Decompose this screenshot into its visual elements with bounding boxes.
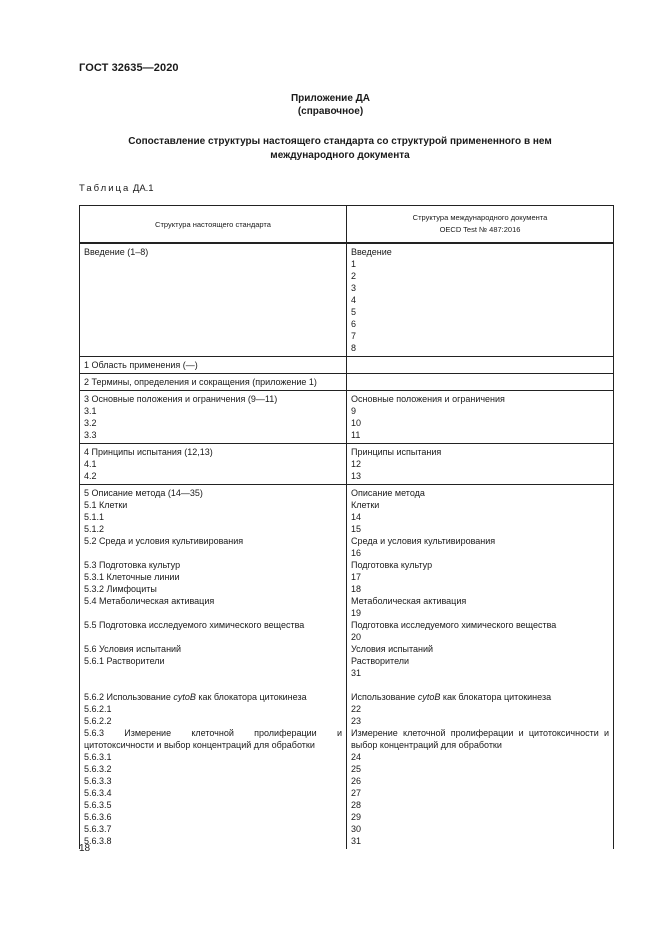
cell-line: 5.6.3.8 — [84, 836, 112, 846]
column-header-international-line-2: OECD Test № 487:2016 — [439, 225, 521, 234]
column-header-international-line-1: Структура международного документа — [412, 213, 548, 222]
cell-line — [84, 667, 342, 679]
cell-line: 16 — [351, 548, 362, 558]
cell-line: 5.3 Подготовка культур — [84, 560, 181, 570]
cell-international-structure — [347, 243, 614, 357]
page-number: 18 — [79, 843, 91, 854]
cell-line: 11 — [351, 430, 361, 440]
page-title-line-1: Сопоставление структуры настоящего стандарта со структурой примененного в нем — [128, 136, 552, 147]
cell-standard-structure — [80, 243, 347, 357]
cell-line: 3.3 — [84, 430, 97, 440]
cell-line: 5.6.3.5 — [84, 800, 112, 810]
cell-line — [84, 607, 342, 619]
cell-line: 31 — [351, 668, 362, 678]
cell-line: 2 — [351, 271, 357, 281]
cell-line: 5.6.3.7 — [84, 824, 112, 834]
cell-line: 3.2 — [84, 418, 97, 428]
cell-line: 5.6.3.6 — [84, 812, 112, 822]
table-row — [80, 485, 614, 850]
cell-line: 5.1.1 — [84, 512, 105, 522]
table-caption — [79, 183, 154, 194]
comparison-table — [79, 205, 614, 849]
cell-international-structure — [347, 357, 614, 374]
annex-heading — [0, 92, 661, 118]
table-caption-number: ДА.1 — [132, 183, 154, 194]
cell-line — [84, 547, 342, 559]
cell-line: 5.6.1 Растворители — [84, 656, 165, 666]
cell-standard-structure — [80, 357, 347, 374]
cell-standard-structure — [80, 374, 347, 391]
cell-line: 4.2 — [84, 471, 97, 481]
table-header-row — [80, 206, 614, 244]
annex-note: (справочное) — [297, 106, 364, 117]
cell-line: 6 — [351, 319, 357, 329]
table-row — [80, 444, 614, 485]
cell-line: Принципы испытания — [351, 447, 442, 457]
cell-international-structure — [347, 391, 614, 444]
column-header-standard: Структура настоящего стандарта — [80, 206, 347, 244]
cell-line: 26 — [351, 776, 362, 786]
cell-line — [84, 631, 342, 643]
cell-line: 13 — [351, 471, 362, 481]
cell-line: Метаболическая активация — [351, 596, 467, 606]
cell-line: 5.6.3.4 — [84, 788, 112, 798]
cell-line: 3 — [351, 283, 357, 293]
cell-line: 10 — [351, 418, 362, 428]
cell-line: 14 — [351, 512, 362, 522]
cell-line: 30 — [351, 824, 362, 834]
cell-line: 24 — [351, 752, 362, 762]
cell-line: Использование cytoB как блокатора цитокинеза — [351, 692, 552, 702]
cell-international-structure — [347, 444, 614, 485]
cell-line: 12 — [351, 459, 362, 469]
cell-line: 15 — [351, 524, 362, 534]
document-code: ГОСТ 32635—2020 — [79, 62, 179, 74]
cell-standard-structure — [80, 391, 347, 444]
cell-line: 4.1 — [84, 459, 97, 469]
cell-line: 5.6.2.2 — [84, 716, 112, 726]
cell-line: Растворители — [351, 656, 410, 666]
cell-line: 18 — [351, 584, 362, 594]
cell-line: Основные положения и ограничения — [351, 394, 505, 404]
cell-line: 5 — [351, 307, 357, 317]
cell-line: Введение — [351, 247, 392, 257]
cell-line: 5.5 Подготовка исследуемого химического вещества — [84, 620, 305, 630]
cell-line: Среда и условия культивирования — [351, 536, 496, 546]
cell-line: 4 Принципы испытания (12,13) — [84, 447, 213, 457]
cell-line: 17 — [351, 572, 362, 582]
table-caption-word: Таблица — [79, 183, 131, 194]
cell-line — [84, 679, 342, 691]
cell-line: 5.3.2 Лимфоциты — [84, 584, 157, 594]
cell-line: 28 — [351, 800, 362, 810]
cell-line: 3 Основные положения и ограничения (9—11) — [84, 394, 278, 404]
cell-line: 4 — [351, 295, 357, 305]
cell-line: 5.6.3.2 — [84, 764, 112, 774]
cell-line: 2 Термины, определения и сокращения (приложение 1) — [84, 377, 317, 387]
cell-line: Введение (1–8) — [84, 247, 149, 257]
cell-line: 20 — [351, 632, 362, 642]
cell-line: Условия испытаний — [351, 644, 434, 654]
table-row — [80, 374, 614, 391]
cell-standard-structure — [80, 444, 347, 485]
cell-line — [351, 679, 609, 691]
annex-title: Приложение ДА — [290, 93, 371, 104]
cell-line: 5 Описание метода (14—35) — [84, 488, 203, 498]
cell-line: 5.6.2 Использование cytoB как блокатора цитокинеза — [84, 692, 307, 702]
cell-standard-structure — [80, 485, 347, 850]
cell-international-structure — [347, 374, 614, 391]
cell-line: 5.4 Метаболическая активация — [84, 596, 215, 606]
cell-line: 5.1 Клетки — [84, 500, 128, 510]
cell-line: Измерение клеточной пролиферации и цитотоксичности и выбор концентраций для обработки — [351, 728, 609, 750]
cell-line: 25 — [351, 764, 362, 774]
cell-line: 5.3.1 Клеточные линии — [84, 572, 180, 582]
table-body — [80, 243, 614, 849]
cell-line: 5.6.3.3 — [84, 776, 112, 786]
cell-line: 22 — [351, 704, 362, 714]
cell-line: 5.6.3.1 — [84, 752, 112, 762]
column-header-international — [347, 206, 614, 244]
cell-line: 29 — [351, 812, 362, 822]
table-row — [80, 391, 614, 444]
cell-line: 1 — [351, 259, 357, 269]
cell-line: Подготовка исследуемого химического вещества — [351, 620, 557, 630]
cell-line: Описание метода — [351, 488, 425, 498]
cell-line: 5.6.3 Измерение клеточной пролиферации и цитотоксичности и выбор концентраций для обработки — [84, 728, 342, 750]
cell-line: 9 — [351, 406, 357, 416]
cell-line: Подготовка культур — [351, 560, 433, 570]
cell-international-structure — [347, 485, 614, 850]
page-title — [90, 135, 590, 163]
cell-line: 23 — [351, 716, 362, 726]
cell-line: 5.2 Среда и условия культивирования — [84, 536, 244, 546]
cell-line: 7 — [351, 331, 357, 341]
table-row — [80, 357, 614, 374]
cell-line: 27 — [351, 788, 362, 798]
cell-line: 3.1 — [84, 406, 97, 416]
page-title-line-2: международного документа — [270, 150, 410, 161]
cell-line: 5.1.2 — [84, 524, 105, 534]
cell-line: 19 — [351, 608, 362, 618]
cell-line: 31 — [351, 836, 362, 846]
cell-line: Клетки — [351, 500, 380, 510]
cell-line: 5.6 Условия испытаний — [84, 644, 182, 654]
cell-line: 5.6.2.1 — [84, 704, 112, 714]
cell-line: 8 — [351, 343, 357, 353]
table-row — [80, 243, 614, 357]
cell-line: 1 Область применения (—) — [84, 360, 198, 370]
